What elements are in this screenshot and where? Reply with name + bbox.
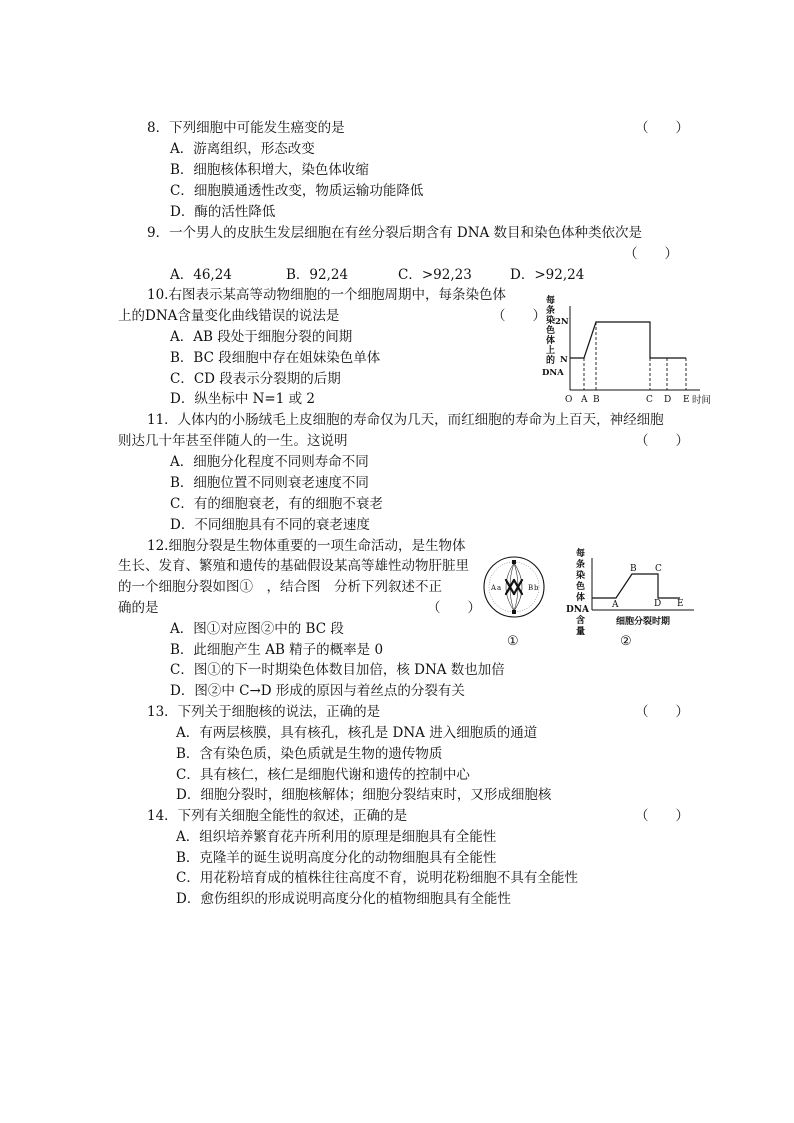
q8-option-a: A．游离组织，形态改变 bbox=[170, 141, 315, 157]
allele-label: a bbox=[497, 584, 502, 592]
q10-stem-line1: 10.右图表示某高等动物细胞的一个细胞周期中，每条染色体 bbox=[147, 287, 506, 303]
q14-option-c: C．用花粉培育成的植株往往高度不育，说明花粉细胞不具有全能性 bbox=[176, 870, 578, 886]
q12-option-c: C．图①的下一时期染色体数目加倍，核 DNA 数也加倍 bbox=[170, 662, 505, 678]
q12-option-a: A．图①对应图②中的 BC 段 bbox=[170, 621, 344, 637]
q12-option-d: D．图②中 C→D 形成的原因与着丝点的分裂有关 bbox=[170, 683, 465, 699]
q10-xtick-d: D bbox=[664, 395, 672, 405]
q10-option-a: A．AB 段处于细胞分裂的间期 bbox=[170, 329, 353, 345]
q10-xlabel: 时间 bbox=[692, 395, 712, 406]
q13-option-d: D．细胞分裂时，细胞核解体；细胞分裂结束时，又形成细胞核 bbox=[176, 787, 552, 803]
q10-ylabel-char: 色 bbox=[546, 326, 556, 336]
q10-stem-line2: 上的DNA含量变化曲线错误的说法是 bbox=[118, 308, 340, 324]
q10-option-d: D．纵坐标中 N=1 或 2 bbox=[170, 391, 315, 407]
q10-option-b: B．BC 段细胞中存在姐妹染色单体 bbox=[170, 350, 381, 366]
q12-dna-graph bbox=[564, 546, 704, 650]
fig2-point-b: B bbox=[630, 564, 637, 574]
fig2-ylabel-char: 体 bbox=[576, 593, 586, 603]
q10-dna-graph bbox=[538, 292, 722, 410]
fig2-point-d: D bbox=[654, 599, 662, 609]
q10-ytick-2n: 2N bbox=[555, 317, 569, 327]
fig2-ylabel-char: 含 bbox=[576, 616, 586, 626]
q14-option-a: A．组织培养繁育花卉所利用的原理是细胞具有全能性 bbox=[176, 829, 497, 845]
q10-answer-bracket[interactable]: （ ） bbox=[492, 308, 546, 324]
q13-stem: 13．下列关于细胞核的说法，正确的是 bbox=[147, 704, 381, 720]
q10-option-c: C．CD 段表示分裂期的后期 bbox=[170, 371, 341, 387]
q10-xtick-c: C bbox=[646, 395, 653, 405]
centriole-top bbox=[512, 560, 516, 564]
q14-option-b: B．克隆羊的诞生说明高度分化的动物细胞具有全能性 bbox=[176, 850, 497, 866]
q12-stem-line3: 的一个细胞分裂如图① ，结合图 分析下列叙述不正 bbox=[118, 579, 442, 595]
fig2-point-e: E bbox=[677, 599, 684, 609]
allele-label: A bbox=[491, 584, 497, 592]
q9-option-d: D．>92,24 bbox=[510, 267, 585, 283]
q10-ylabel-char: 每 bbox=[546, 296, 556, 306]
q13-answer-bracket[interactable]: （ ） bbox=[635, 704, 689, 720]
q12-answer-bracket[interactable]: （ ） bbox=[427, 600, 481, 616]
q8-option-c: C．细胞膜通透性改变，物质运输功能降低 bbox=[170, 183, 424, 199]
q10-xtick-e: E bbox=[683, 395, 690, 405]
fig2-ylabel-char: 量 bbox=[576, 627, 586, 637]
q10-ylabel-char: 上 bbox=[546, 346, 556, 356]
fig2-label: ② bbox=[620, 634, 632, 649]
fig2-ylabel-char: 色 bbox=[576, 582, 586, 592]
q14-stem: 14．下列有关细胞全能性的叙述，正确的是 bbox=[147, 808, 408, 824]
centriole-bottom bbox=[512, 610, 516, 614]
allele-label: B bbox=[528, 584, 534, 592]
q9-answer-bracket[interactable]: （ ） bbox=[624, 246, 678, 262]
q8-option-d: D．酶的活性降低 bbox=[170, 204, 276, 220]
q10-xtick-o: O bbox=[565, 395, 573, 405]
fig2-ylabel-char: 条 bbox=[576, 560, 586, 570]
q12-stem-line1: 12.细胞分裂是生物体重要的一项生命活动，是生物体 bbox=[147, 538, 466, 554]
q14-option-d: D．愈伤组织的形成说明高度分化的植物细胞具有全能性 bbox=[176, 891, 511, 907]
q10-xtick-b: B bbox=[593, 395, 600, 405]
q10-ytick-n: N bbox=[560, 355, 568, 365]
q9-stem: 9．一个男人的皮肤生发层细胞在有丝分裂后期含有 DNA 数目和染色体种类依次是 bbox=[147, 225, 643, 241]
q9-option-c: C．>92,23 bbox=[398, 267, 472, 283]
q12-option-b: B．此细胞产生 AB 精子的概率是 0 bbox=[170, 642, 384, 658]
q10-ylabel-dna: DNA bbox=[542, 368, 564, 378]
fig2-curve bbox=[592, 574, 680, 598]
fig2-ylabel-dna: DNA bbox=[566, 605, 590, 615]
q10-ylabel-char: 体 bbox=[546, 336, 556, 346]
q10-ylabel-char: 条 bbox=[546, 306, 556, 316]
fig2-point-c: C bbox=[655, 564, 662, 574]
q13-option-b: B．含有染色质，染色质就是生物的遗传物质 bbox=[176, 746, 443, 762]
q12-cell-diagram bbox=[478, 555, 550, 650]
fig2-ylabel-char: 染 bbox=[576, 571, 586, 581]
q14-answer-bracket[interactable]: （ ） bbox=[635, 808, 689, 824]
q12-stem-line2: 生长、发育、繁殖和遗传的基础假设某高等雄性动物肝脏里 bbox=[118, 558, 469, 574]
q12-stem-line4: 确的是 bbox=[118, 600, 159, 616]
q11-option-b: B．细胞位置不同则衰老速度不同 bbox=[170, 475, 369, 491]
fig2-ylabel-char: 每 bbox=[576, 549, 586, 559]
q10-dna-curve bbox=[570, 322, 686, 358]
q11-answer-bracket[interactable]: （ ） bbox=[635, 433, 689, 449]
q11-option-d: D．不同细胞具有不同的衰老速度 bbox=[170, 517, 370, 533]
q13-option-a: A．有两层核膜，具有核孔，核孔是 DNA 进入细胞质的通道 bbox=[176, 725, 538, 741]
q10-ylabel-char: 的 bbox=[546, 356, 556, 366]
fig2-xlabel: 细胞分裂时期 bbox=[616, 617, 671, 627]
q10-xtick-a: A bbox=[581, 395, 588, 405]
fig1-label: ① bbox=[507, 634, 519, 649]
q9-option-a: A．46,24 bbox=[170, 267, 232, 283]
q11-stem-line2: 则达几十年甚至伴随人的一生。这说明 bbox=[118, 433, 348, 449]
q11-option-a: A．细胞分化程度不同则寿命不同 bbox=[170, 454, 369, 470]
q11-option-c: C．有的细胞衰老，有的细胞不衰老 bbox=[170, 496, 383, 512]
fig2-point-a: A bbox=[612, 600, 619, 610]
q13-option-c: C．具有核仁，核仁是细胞代谢和遗传的控制中心 bbox=[176, 767, 470, 783]
allele-label: b bbox=[534, 584, 539, 592]
q10-ylabel-char: 染 bbox=[546, 316, 556, 326]
q8-answer-bracket[interactable]: （ ） bbox=[635, 120, 689, 136]
q8-stem: 8．下列细胞中可能发生癌变的是 bbox=[147, 120, 345, 136]
q9-option-b: B．92,24 bbox=[286, 267, 349, 283]
q11-stem-line1: 11．人体内的小肠绒毛上皮细胞的寿命仅为几天，而红细胞的寿命为上百天，神经细胞 bbox=[147, 412, 664, 428]
q8-option-b: B．细胞核体积增大，染色体收缩 bbox=[170, 162, 369, 178]
